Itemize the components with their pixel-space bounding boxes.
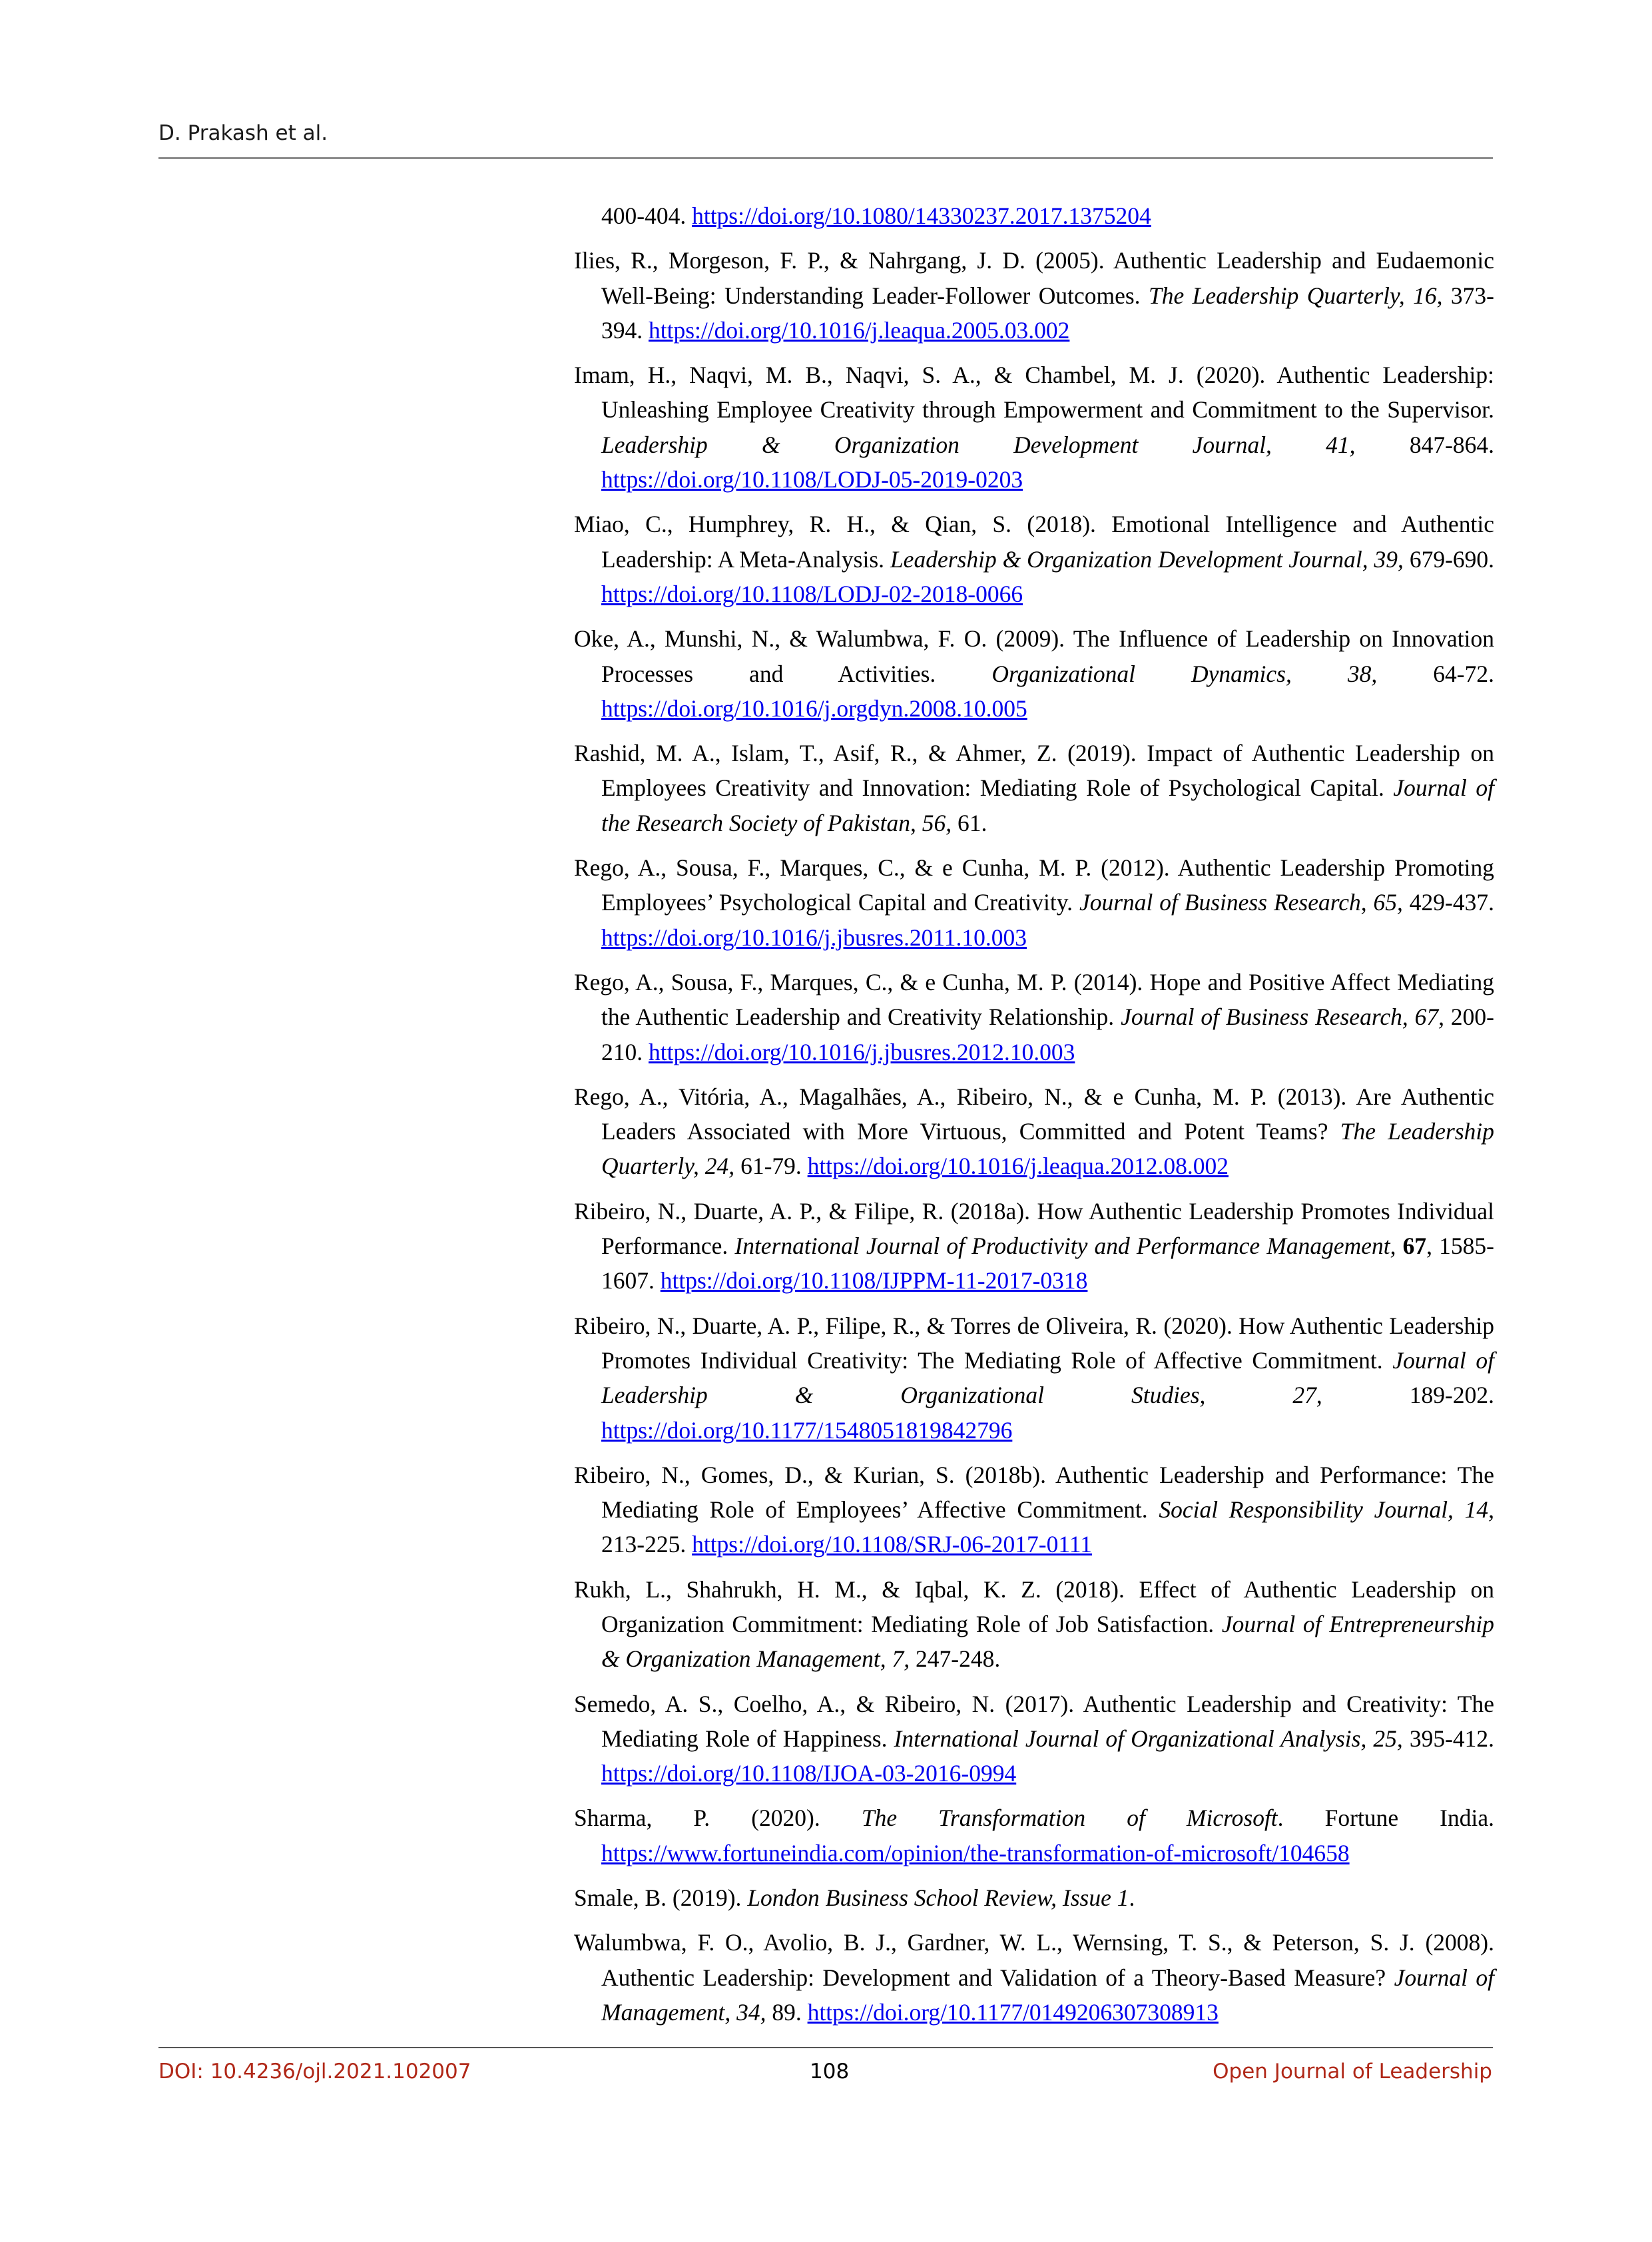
- reference-journal: Journal of Business Research, 65,: [1079, 889, 1403, 916]
- reference-volume: 67: [1402, 1233, 1427, 1260]
- reference-entry: [574, 1880, 1494, 1915]
- reference-text: Oke, A., Munshi, N., & Walumbwa, F. O. (2009). The Influence of Leadership on Innovation Processes and Activities.: [574, 625, 1494, 687]
- reference-pages: . Fortune India.: [1277, 1805, 1494, 1832]
- reference-journal: London Business School Review, Issue 1: [747, 1884, 1129, 1912]
- doi-link[interactable]: https://doi.org/10.1108/LODJ-05-2019-0203: [601, 466, 1023, 493]
- reference-entry: [574, 1079, 1494, 1184]
- reference-entry: [574, 1925, 1494, 2030]
- reference-text: Sharma, P. (2020).: [574, 1805, 820, 1832]
- reference-entry: [574, 736, 1494, 840]
- header-rule: [158, 157, 1493, 159]
- reference-entry: [574, 1458, 1494, 1562]
- reference-entry: [574, 198, 1494, 233]
- footer-rule: [158, 2047, 1493, 2048]
- reference-text: Rashid, M. A., Islam, T., Asif, R., & Ahmer, Z. (2019). Impact of Authentic Leadership on Employees Creativity and Innovation: Mediating Role of Psychological Capital.: [574, 740, 1494, 802]
- reference-pages: 61-79.: [740, 1153, 802, 1180]
- reference-entry: [574, 1572, 1494, 1677]
- reference-text: Ribeiro, N., Duarte, A. P., Filipe, R., & Torres de Oliveira, R. (2020). How Authentic Leadership Promotes Individual Creativity: The Mediating Role of Affective Commitment.: [574, 1312, 1494, 1374]
- doi-link[interactable]: https://doi.org/10.1016/j.orgdyn.2008.10.005: [601, 695, 1027, 722]
- reference-journal: The Leadership Quarterly, 24,: [601, 1118, 1494, 1180]
- reference-entry: [574, 850, 1494, 955]
- doi-link[interactable]: https://doi.org/10.1016/j.leaqua.2005.03.002: [649, 316, 1070, 344]
- reference-entry: [574, 965, 1494, 1069]
- page-number: 108: [810, 2060, 850, 2084]
- reference-text: Ilies, R., Morgeson, F. P., & Nahrgang, J. D. (2005). Authentic Leadership and Eudaemonic Well-Being: Understanding Leader-Follower Outcomes.: [574, 247, 1494, 309]
- reference-text: Rego, A., Sousa, F., Marques, C., & e Cunha, M. P. (2014). Hope and Positive Affect Mediating the Authentic Leadership and Creativity Relationship.: [574, 968, 1494, 1031]
- running-head: D. Prakash et al.: [158, 121, 328, 145]
- reference-journal: Journal of Leadership & Organizational Studies, 27,: [601, 1346, 1494, 1409]
- reference-entry: [574, 507, 1494, 611]
- doi-link[interactable]: https://www.fortuneindia.com/opinion/the-transformation-of-microsoft/104658: [601, 1839, 1350, 1866]
- reference-journal: Organizational Dynamics, 38,: [991, 660, 1378, 687]
- reference-journal: Social Responsibility Journal, 14,: [1159, 1496, 1495, 1524]
- reference-pages: .: [1129, 1884, 1135, 1912]
- reference-entry: [574, 1687, 1494, 1791]
- reference-pages: 429-437.: [1409, 889, 1494, 916]
- doi-link[interactable]: https://doi.org/10.1108/SRJ-06-2017-0111: [692, 1531, 1092, 1558]
- reference-pages: 61.: [957, 809, 987, 836]
- reference-pages: 200-210.: [601, 1003, 1494, 1065]
- reference-text: Rego, A., Vitória, A., Magalhães, A., Ribeiro, N., & e Cunha, M. P. (2013). Are Authentic Leaders Associated with More Virtuous, Committed and Potent Teams?: [574, 1083, 1494, 1145]
- reference-pages: 247-248.: [916, 1645, 1001, 1673]
- reference-journal: The Leadership Quarterly, 16,: [1148, 282, 1443, 309]
- reference-text: 400-404.: [601, 202, 687, 229]
- reference-text: Miao, C., Humphrey, R. H., & Qian, S. (2018). Emotional Intelligence and Authentic Leadership: A Meta-Analysis.: [574, 511, 1494, 573]
- reference-text: Rego, A., Sousa, F., Marques, C., & e Cunha, M. P. (2012). Authentic Leadership Promoting Employees’ Psychological Capital and Creativity.: [574, 854, 1494, 916]
- footer-journal-name: Open Journal of Leadership: [1213, 2060, 1492, 2084]
- reference-pages: 89.: [772, 1998, 802, 2026]
- reference-entry: [574, 1194, 1494, 1298]
- doi-link[interactable]: https://doi.org/10.1108/IJOA-03-2016-0994: [601, 1760, 1017, 1787]
- reference-entry: [574, 243, 1494, 348]
- reference-text: Smale, B. (2019).: [574, 1884, 742, 1912]
- reference-journal: International Journal of Organizational Analysis, 25,: [894, 1725, 1403, 1752]
- reference-pages: 189-202.: [1409, 1382, 1494, 1409]
- reference-pages: 373-394.: [601, 282, 1494, 344]
- reference-journal: Journal of the Research Society of Pakistan, 56,: [601, 774, 1494, 836]
- reference-text: Ribeiro, N., Gomes, D., & Kurian, S. (2018b). Authentic Leadership and Performance: The Mediating Role of Employees’ Affective Commitment.: [574, 1461, 1494, 1524]
- reference-list: [574, 198, 1494, 2040]
- doi-link[interactable]: https://doi.org/10.1016/j.jbusres.2012.10.003: [649, 1038, 1075, 1065]
- reference-journal: Journal of Entrepreneurship & Organization Management, 7,: [601, 1610, 1494, 1673]
- doi-link[interactable]: https://doi.org/10.1108/LODJ-02-2018-0066: [601, 580, 1023, 607]
- doi-link[interactable]: https://doi.org/10.1177/1548051819842796: [601, 1416, 1013, 1444]
- reference-pages: , 1585-1607.: [601, 1233, 1495, 1294]
- reference-pages: 395-412.: [1409, 1725, 1495, 1752]
- reference-pages: 679-690.: [1409, 545, 1495, 573]
- reference-journal: Leadership & Organization Development Journal, 41,: [601, 431, 1356, 458]
- reference-journal: Journal of Business Research, 67,: [1121, 1003, 1445, 1031]
- reference-entry: [574, 1801, 1494, 1870]
- reference-text: Imam, H., Naqvi, M. B., Naqvi, S. A., & Chambel, M. J. (2020). Authentic Leadership: Unleashing Employee Creativity through Empowerment and Commitment to the Supervisor.: [574, 362, 1494, 423]
- footer-doi: DOI: 10.4236/ojl.2021.102007: [158, 2060, 471, 2084]
- doi-link[interactable]: https://doi.org/10.1016/j.jbusres.2011.10.003: [601, 924, 1027, 951]
- reference-entry: [574, 621, 1494, 726]
- reference-journal: Leadership & Organization Development Journal, 39,: [890, 545, 1404, 573]
- reference-pages: 64-72.: [1433, 660, 1494, 687]
- reference-text: Semedo, A. S., Coelho, A., & Ribeiro, N. (2017). Authentic Leadership and Creativity: The Mediating Role of Happiness.: [574, 1690, 1494, 1752]
- reference-entry: [574, 358, 1494, 497]
- reference-journal: International Journal of Productivity and Performance Management,: [734, 1233, 1396, 1260]
- reference-text: Walumbwa, F. O., Avolio, B. J., Gardner, W. L., Wernsing, T. S., & Peterson, S. J. (2008). Authentic Leadership: Development and Validation of a Theory-Based Measure?: [574, 1929, 1494, 1991]
- reference-entry: [574, 1308, 1494, 1448]
- reference-journal: The Transformation of Microsoft: [861, 1805, 1278, 1832]
- doi-link[interactable]: https://doi.org/10.1177/0149206307308913: [807, 1998, 1219, 2026]
- doi-link[interactable]: https://doi.org/10.1080/14330237.2017.1375204: [692, 202, 1151, 229]
- doi-link[interactable]: https://doi.org/10.1016/j.leaqua.2012.08.002: [807, 1153, 1229, 1180]
- doi-link[interactable]: https://doi.org/10.1108/IJPPM-11-2017-0318: [660, 1267, 1088, 1294]
- reference-text: Rukh, L., Shahrukh, H. M., & Iqbal, K. Z. (2018). Effect of Authentic Leadership on Organization Commitment: Mediating Role of Job Satisfaction.: [574, 1575, 1494, 1637]
- reference-journal: Journal of Management, 34,: [601, 1964, 1494, 2026]
- reference-pages: 847-864.: [1409, 431, 1495, 458]
- reference-text: Ribeiro, N., Duarte, A. P., & Filipe, R. (2018a). How Authentic Leadership Promotes Individual Performance.: [574, 1197, 1494, 1260]
- reference-pages: 213-225.: [601, 1531, 687, 1558]
